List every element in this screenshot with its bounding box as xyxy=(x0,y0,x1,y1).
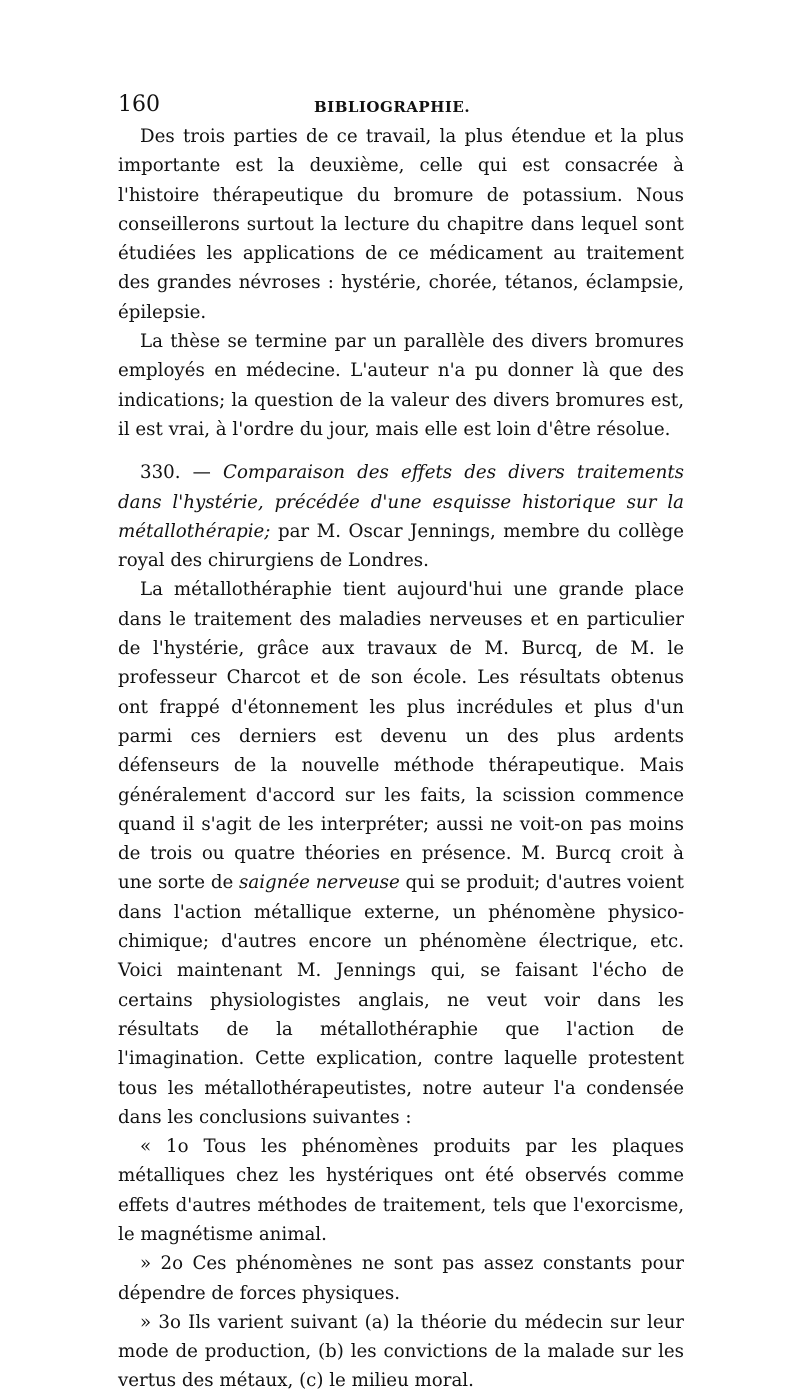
conclusion-1: « 1o Tous les phénomènes produits par les plaques métalliques chez les hystériques ont été observés comme effets d'autres méthodes de traitement, tels que l'exorcisme, le magnétisme animal. xyxy=(118,1136,684,1245)
paragraph-thesis-conclusion: La thèse se termine par un parallèle des divers bromures employés en médecine. L'auteur n'a pu donner là que des indications; la question de la valeur des divers bromures est, il est vrai, à l'ordre du jour, mais elle est loin d'être résolue. xyxy=(118,331,684,440)
entry-title: Comparaison des effets des divers traitements dans l'hystérie, précédée d'une esquisse historique sur la métallothérapie; xyxy=(118,462,684,542)
paragraph-metallotherapy: La métallothéraphie tient aujourd'hui une grande place dans le traitement des maladies nerveuses et en particulier de l'hystérie, grâce aux travaux de M. Burcq, de M. le professeur Charcot et de son école. Les résultats obtenus ont frappé d'étonnement les plus incrédules et plus d'un parmi ces derniers est devenu un des plus ardents défenseurs de la nouvelle méthode thérapeutique. Mais généralement d'accord sur les faits, la scission commence quand il s'agit de les interpréter; aussi ne voit-on pas moins de trois ou quatre théories en présence. M. Burcq croit à une sorte de saignée nerveuse qui se produit; d'autres voient dans l'action métallique externe, un phénomène physico-chimique; d'autres encore un phénomène électrique, etc. Voici maintenant M. Jennings qui, se faisant l'écho de certains physiologistes anglais, ne veut voir dans les résultats de la métallothéraphie que l'action de l'imagination. Cette explication, contre laquelle protestent tous les métallothérapeutistes, notre auteur l'a condensée dans les conclusions suivantes : xyxy=(118,579,684,1128)
conclusion-3: » 3o Ils varient suivant (a) la théorie du médecin sur leur mode de production, (b) les convictions de la malade sur les vertus des métaux, (c) le milieu moral. xyxy=(118,1311,684,1392)
paragraph-bromure-history: Des trois parties de ce travail, la plus étendue et la plus importante est la deuxième, celle qui est consacrée à l'histoire thérapeutique du bromure de potassium. Nous conseillerons surtout la lecture du chapitre dans lequel sont étudiées les applications de ce médicament au traitement des grandes névroses : hystérie, chorée, tétanos, éclampsie, épilepsie. xyxy=(118,126,684,323)
conclusion-2: » 2o Ces phénomènes ne sont pas assez constants pour dépendre de forces physiques. xyxy=(118,1253,684,1304)
running-head: BIBLIOGRAPHIE. xyxy=(314,98,471,116)
bibliography-entry-330 xyxy=(118,458,684,575)
page-number: 160 xyxy=(118,92,160,117)
page-body xyxy=(118,122,684,1396)
emphasis-saignee-nerveuse: saignée nerveuse xyxy=(239,872,400,894)
entry-number: 330. — xyxy=(140,462,211,484)
page-header xyxy=(118,92,684,122)
entry-author: par M. Oscar Jennings, membre du collège royal des chirurgiens de Londres. xyxy=(118,520,684,572)
book-page xyxy=(118,92,684,1396)
